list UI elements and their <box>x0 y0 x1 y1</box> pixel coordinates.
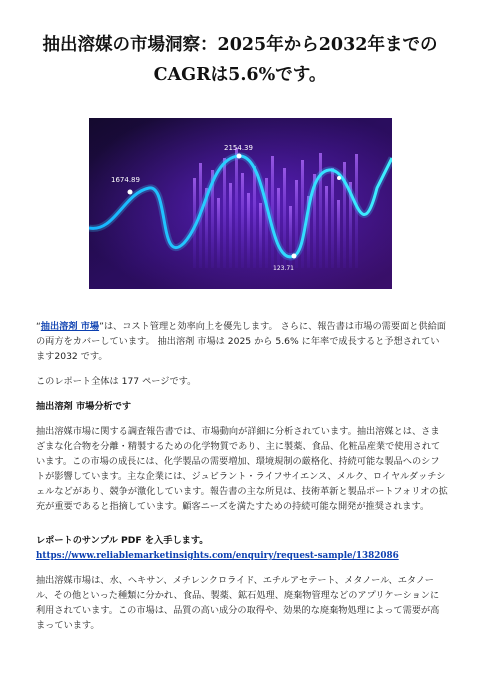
intro-text: ”は、コスト管理と効率向上を優先します。 さらに、報告書は市場の需要面と供給面の両方をカバーしています。 抽出溶剤 市場は 2025 から 5.6% に年率で成長すると予想されています2032 です。 <box>36 321 446 362</box>
hero-label-left: 1674.89 <box>111 176 140 184</box>
sample-pdf-block <box>36 533 448 564</box>
quote-mark: “ <box>36 321 41 332</box>
types-paragraph: 抽出溶媒市場は、水、ヘキサン、メチレンクロライド、エチルアセテート、メタノール、エタノール、その他といった種類に分かれ、食品、製薬、鉱石処理、廃棄物管理などのアプリケーションに利用されています。この市場は、品質の高い成分の取得や、効果的な廃棄物処理によって需要が高まっています。 <box>36 575 440 631</box>
sample-request-link[interactable]: https://www.reliablemarketinsights.com/enquiry/request-sample/1382086 <box>36 551 399 561</box>
hero-stock-chart-image <box>89 118 392 289</box>
hero-label-low: 123.71 <box>273 265 294 272</box>
page-title: 抽出溶媒の市場洞察：2025年から2032年までのCAGRは5.6%です。 <box>42 35 438 85</box>
hero-chart-graphic <box>89 118 392 289</box>
sample-heading: レポートのサンプル PDF を入手します。 <box>36 535 209 546</box>
page-count-text: このレポート全体は 177 ページです。 <box>36 376 197 387</box>
hero-label-peak: 2154.39 <box>224 144 253 152</box>
market-link[interactable]: 抽出溶剤 市場 <box>40 321 100 332</box>
analysis-paragraph: 抽出溶媒市場に関する調査報告書では、市場動向が詳細に分析されています。抽出溶媒とは、さまざまな化合物を分離・精製するための化学物質であり、主に製薬、食品、化粧品産業で使用されています。この市場の成長には、化学製品の需要増加、環境規制の厳格化、持続可能な製品へのシフトが影響しています。主な企業には、ジュビラント・ライフサイエンス、メルク、ロイヤルダッチシェルなどがあり、競争が激化しています。報告書の主な所見は、技術革新と製品ポートフォリオの拡充が重要であると指摘しています。顧客ニーズを満たすための持続可能な開発が推奨されます。 <box>36 426 448 512</box>
analysis-heading: 抽出溶剤 市場分析です <box>36 401 132 412</box>
intro-paragraph <box>36 319 448 364</box>
